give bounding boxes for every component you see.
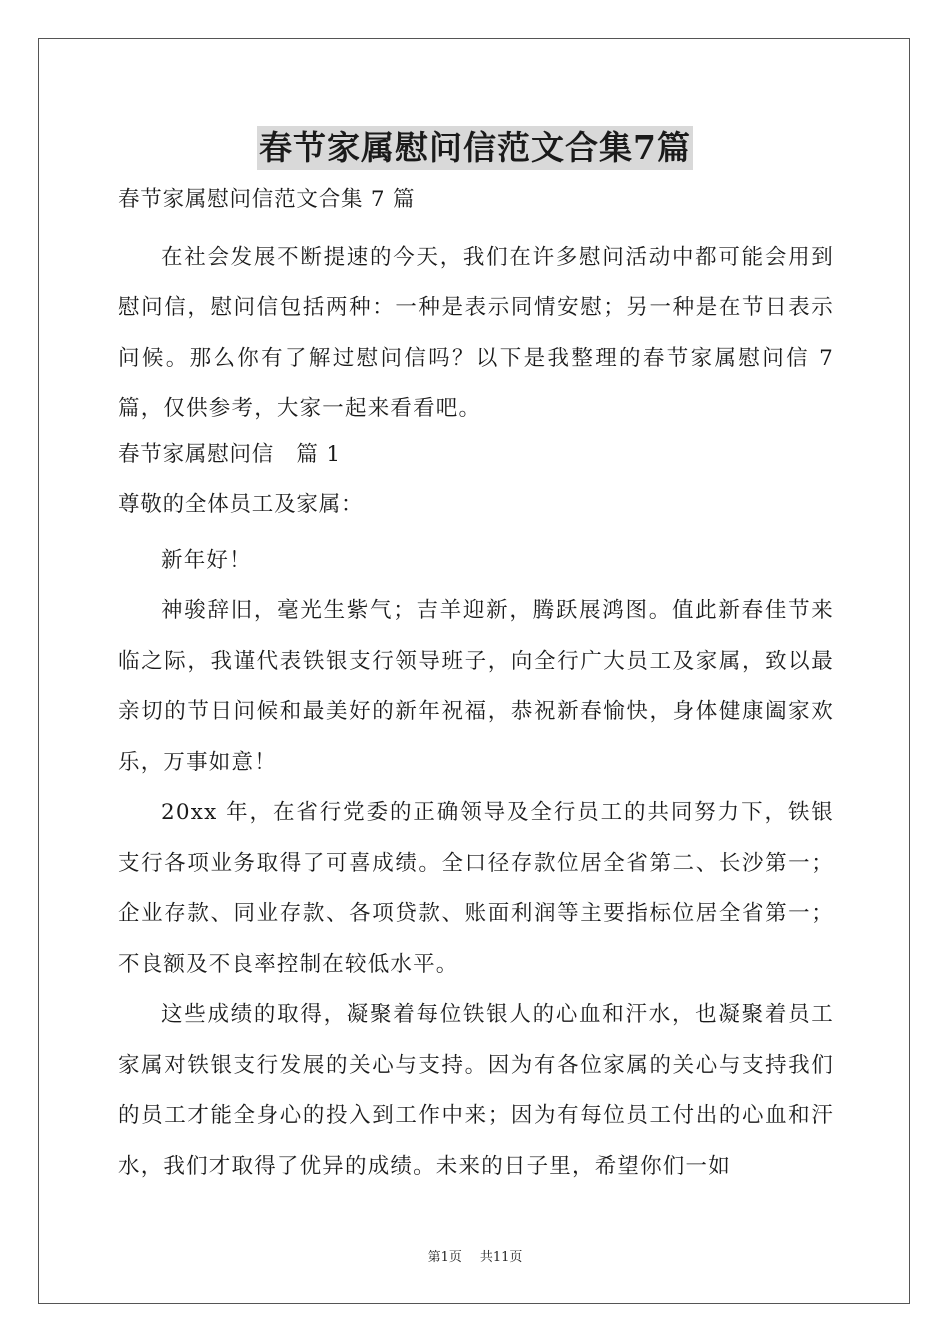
document-subtitle: 春节家属慰问信范文合集 7 篇 bbox=[118, 187, 416, 212]
body-paragraph-3: 这些成绩的取得，凝聚着每位铁银人的心血和汗水，也凝聚着员工家属对铁银支行发展的关心与支持。因为有各位家属的关心与支持我们的员工才能全身心的投入到工作中来；因为有每位员工付出的心血和汗水，我们才取得了优异的成绩。未来的日子里，希望你们一如 bbox=[118, 1002, 834, 1179]
title-container bbox=[0, 126, 950, 170]
page-total: 共11页 bbox=[479, 1250, 523, 1265]
intro-paragraph: 在社会发展不断提速的今天，我们在许多慰问活动中都可能会用到慰问信，慰问信包括两种：一种是表示同情安慰；另一种是在节日表示问候。那么你有了解过慰问信吗？以下是我整理的春节家属慰问信 7 篇，仅供参考，大家一起来看看吧。 bbox=[118, 244, 834, 421]
body-paragraph-2: 20xx 年，在省行党委的正确领导及全行员工的共同努力下，铁银支行各项业务取得了可喜成绩。全口径存款位居全省第二、长沙第一；企业存款、同业存款、各项贷款、账面利润等主要指标位居全省第一；不良额及不良率控制在较低水平。 bbox=[118, 800, 834, 977]
body-paragraph-1: 神骏辞旧，毫光生紫气；吉羊迎新，腾跃展鸿图。值此新春佳节来临之际，我谨代表铁银支行领导班子，向全行广大员工及家属，致以最亲切的节日问候和最美好的新年祝福，恭祝新春愉快，身体健康阖家欢乐，万事如意！ bbox=[118, 598, 834, 775]
page-footer bbox=[0, 1246, 950, 1265]
document-body bbox=[118, 180, 834, 1192]
greeting: 新年好！ bbox=[161, 547, 252, 573]
document-title: 春节家属慰问信范文合集7篇 bbox=[257, 126, 693, 170]
page-number: 第1页 bbox=[427, 1250, 462, 1265]
salutation: 尊敬的全体员工及家属： bbox=[118, 492, 364, 517]
section-heading: 春节家属慰问信 篇 1 bbox=[118, 441, 341, 467]
